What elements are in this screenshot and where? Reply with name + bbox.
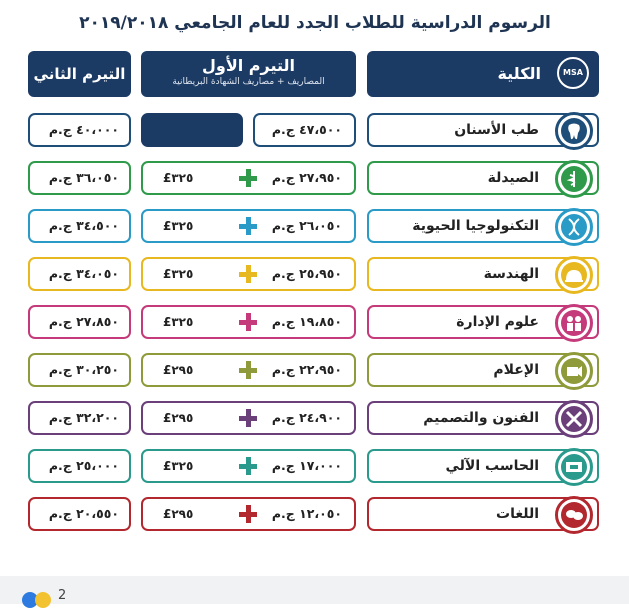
faculty-column-header	[367, 51, 599, 97]
faculty-cell	[367, 305, 599, 339]
faculty-cell	[367, 497, 599, 531]
plus-icon	[239, 361, 257, 379]
term1-fee: ٢٧،٩٥٠ ج.م	[271, 170, 342, 185]
term1-fee-cell	[141, 209, 356, 243]
term1-column-header	[141, 51, 356, 97]
british-certificate-fee: £٢٩٥	[163, 507, 194, 521]
faculty-name: اللغات	[496, 506, 539, 522]
faculty-cell	[367, 449, 599, 483]
term1-header-subtitle: المصاريف + مصاريف الشهادة البريطانية	[172, 77, 325, 87]
term2-fee: ٣٦،٠٥٠ ج.م	[48, 170, 119, 185]
term2-fee-cell	[28, 257, 131, 291]
term2-fee: ٤٠،٠٠٠ ج.م	[48, 122, 119, 137]
british-certificate-fee: £٣٢٥	[163, 267, 194, 281]
plus-icon	[239, 457, 257, 475]
faculty-cell	[367, 113, 599, 147]
term1-fee: ٤٧،٥٠٠ ج.م	[271, 122, 342, 137]
plus-icon	[239, 265, 257, 283]
term2-fee: ٢٧،٨٥٠ ج.م	[48, 314, 119, 329]
faculty-cell	[367, 209, 599, 243]
faculty-name: الحاسب الآلي	[445, 458, 539, 474]
term1-fee-cell	[141, 161, 356, 195]
british-certificate-fee: £٢٩٥	[163, 411, 194, 425]
plus-icon	[239, 409, 257, 427]
faculty-name: طب الأسنان	[454, 122, 539, 138]
term2-fee: ٢٠،٥٥٠ ج.م	[48, 506, 119, 521]
term1-empty-cell	[141, 113, 243, 147]
computer-icon	[555, 448, 593, 486]
term1-fee: ٢٤،٩٠٠ ج.م	[271, 410, 342, 425]
british-certificate-fee: £٣٢٥	[163, 219, 194, 233]
british-certificate-fee: £٣٢٥	[163, 171, 194, 185]
dna-icon	[555, 208, 593, 246]
faculty-name: الفنون والتصميم	[423, 410, 539, 426]
term1-fee-cell	[141, 449, 356, 483]
haha-reaction-icon	[35, 592, 51, 608]
term1-fee: ٢٦،٠٥٠ ج.م	[271, 218, 342, 233]
term2-fee-cell	[28, 353, 131, 387]
term2-fee-cell	[28, 305, 131, 339]
camera-icon	[555, 352, 593, 390]
plus-icon	[239, 505, 257, 523]
table-row	[0, 398, 629, 438]
british-certificate-fee: £٣٢٥	[163, 459, 194, 473]
british-certificate-fee: £٢٩٥	[163, 363, 194, 377]
term2-fee-cell	[28, 497, 131, 531]
faculty-name: الهندسة	[483, 266, 539, 282]
faculty-cell	[367, 257, 599, 291]
faculty-name: الإعلام	[493, 362, 539, 378]
faculty-cell	[367, 353, 599, 387]
british-certificate-fee: £٣٢٥	[163, 315, 194, 329]
term2-fee-cell	[28, 113, 131, 147]
term2-column-header	[28, 51, 131, 97]
term2-fee: ٣٢،٢٠٠ ج.م	[48, 410, 119, 425]
faculty-name: علوم الإدارة	[456, 314, 539, 330]
table-row	[0, 158, 629, 198]
term2-fee: ٣٠،٢٥٠ ج.م	[48, 362, 119, 377]
term2-fee: ٣٤،٠٥٠ ج.م	[48, 266, 119, 281]
table-row	[0, 254, 629, 294]
term1-fee-cell	[253, 113, 356, 147]
reaction-bar	[0, 576, 629, 604]
table-row	[0, 206, 629, 246]
term1-fee-cell	[141, 257, 356, 291]
term1-fee-cell	[141, 305, 356, 339]
table-row	[0, 446, 629, 486]
plus-icon	[239, 313, 257, 331]
page-title: الرسوم الدراسية للطلاب الجدد للعام الجامعي ٢٠١٩/٢٠١٨	[79, 13, 551, 33]
term1-fee: ١٢،٠٥٠ ج.م	[271, 506, 342, 521]
table-row	[0, 350, 629, 390]
term1-fee: ١٧،٠٠٠ ج.م	[271, 458, 342, 473]
term2-fee-cell	[28, 401, 131, 435]
faculty-header-label: الكلية	[497, 64, 541, 83]
term1-fee: ١٩،٨٥٠ ج.م	[271, 314, 342, 329]
term2-fee: ٣٤،٥٠٠ ج.م	[48, 218, 119, 233]
term1-header-label: التيرم الأول	[201, 56, 296, 75]
term1-fee-cell	[141, 353, 356, 387]
term2-fee-cell	[28, 161, 131, 195]
tools-icon	[555, 400, 593, 438]
helmet-icon	[555, 256, 593, 294]
table-row	[0, 494, 629, 534]
term2-fee-cell	[28, 449, 131, 483]
reactions-count: 2	[58, 588, 67, 603]
term2-fee: ٢٥،٠٠٠ ج.م	[48, 458, 119, 473]
table-row	[0, 302, 629, 342]
tooth-icon	[555, 112, 593, 150]
faculty-name: التكنولوجيا الحيوية	[412, 218, 539, 234]
term2-fee-cell	[28, 209, 131, 243]
pharmacy-icon	[555, 160, 593, 198]
people-icon	[555, 304, 593, 342]
msa-logo-icon: MSA	[557, 57, 589, 89]
faculty-cell	[367, 401, 599, 435]
plus-icon	[239, 169, 257, 187]
speech-icon	[555, 496, 593, 534]
term1-fee-cell	[141, 497, 356, 531]
plus-icon	[239, 217, 257, 235]
term1-fee: ٢٢،٩٥٠ ج.م	[271, 362, 342, 377]
term2-header-label: التيرم الثاني	[33, 65, 126, 83]
faculty-cell	[367, 161, 599, 195]
term1-fee: ٢٥،٩٥٠ ج.م	[271, 266, 342, 281]
table-row	[0, 110, 629, 150]
faculty-name: الصيدلة	[487, 170, 539, 186]
term1-fee-cell	[141, 401, 356, 435]
